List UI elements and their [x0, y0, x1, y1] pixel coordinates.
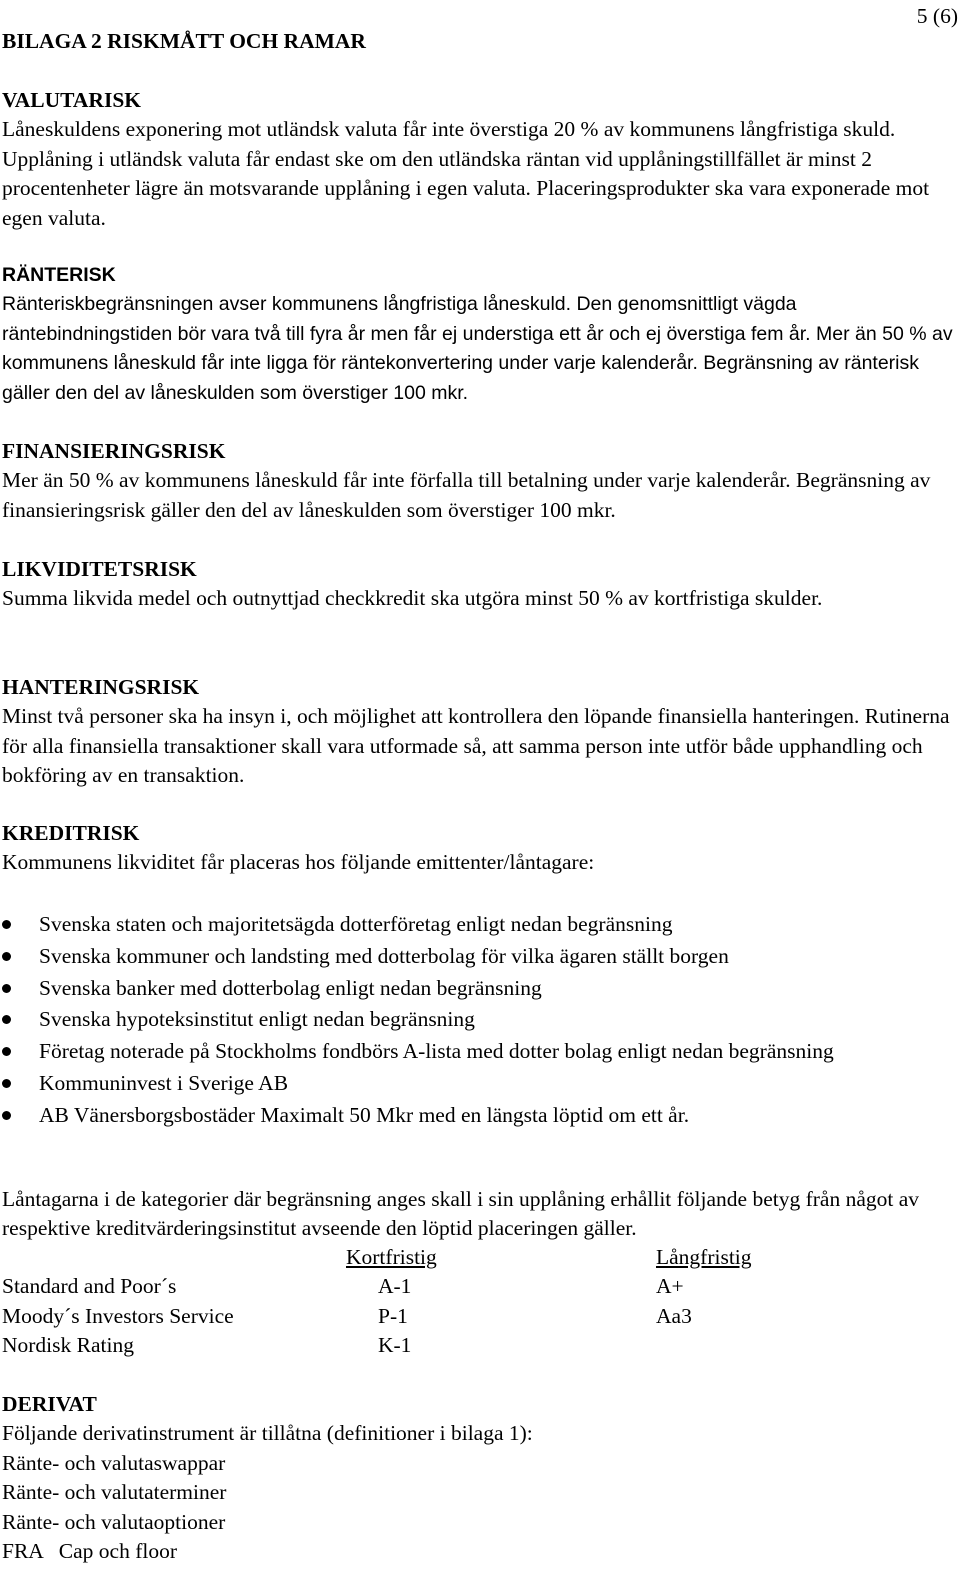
list-item: [0, 910, 900, 939]
rating-requirement: [2, 1185, 956, 1244]
institute-name: Moody´s Investors Service: [2, 1303, 234, 1328]
list-item-text: Svenska staten och majoritetsägda dotterföretag enligt nedan begränsning: [39, 912, 673, 936]
section-kreditrisk: [2, 819, 956, 878]
rating-table: [2, 1243, 902, 1361]
bullet-icon: [2, 920, 11, 929]
section-heading: LIKVIDITETSRISK: [2, 557, 197, 581]
section-valutarisk: [2, 86, 956, 233]
column-header-short: Kortfristig: [346, 1245, 437, 1269]
list-item-text: Svenska kommuner och landsting med dotterbolag för vilka ägaren ställt borgen: [39, 943, 729, 968]
column-header-long: Långfristig: [656, 1245, 752, 1269]
table-row: [2, 1272, 902, 1301]
rating-table-header: [2, 1243, 902, 1272]
section-text: Summa likvida medel och outnyttjad checkkredit ska utgöra minst 50 % av kortfristiga skulder.: [2, 586, 823, 611]
long-rating: A+: [656, 1274, 684, 1299]
page-number: 5 (6): [916, 4, 958, 28]
section-hanteringsrisk: [2, 673, 956, 791]
long-rating: Aa3: [656, 1303, 692, 1328]
section-finansieringsrisk: [2, 437, 956, 525]
short-rating: K-1: [378, 1333, 412, 1358]
derivative-item: FRA Cap och floor: [2, 1539, 177, 1564]
section-text: Ränteriskbegränsningen avser kommunens långfristiga låneskuld. Den genomsnittligt vägda räntebindningstiden bör vara två till fyra år men får ej understiga ett år och ej överstiga fem år. Mer än 50 % av kommunens låneskuld får inte ligga för räntekonvertering under varje kalenderår. Begränsning av ränterisk gäller den del av låneskulden som överstiger 100 mkr.: [2, 293, 953, 404]
section-intro: Följande derivatinstrument är tillåtna (definitioner i bilaga 1):: [2, 1421, 533, 1446]
list-item: [0, 1037, 869, 1066]
list-item-text: Svenska banker med dotterbolag enligt nedan begränsning: [39, 975, 542, 1000]
short-rating: P-1: [378, 1303, 408, 1328]
list-item-text: AB Vänersborgsbostäder Maximalt 50 Mkr med en längsta löptid om ett år.: [39, 1102, 690, 1127]
list-item-text: Företag noterade på Stockholms fondbörs A-lista med dotter bolag enligt nedan begränsning: [39, 1039, 834, 1064]
list-item-text: Kommuninvest i Sverige AB: [39, 1070, 289, 1095]
section-intro: Kommunens likviditet får placeras hos följande emittenter/låntagare:: [2, 850, 595, 875]
section-heading: DERIVAT: [2, 1392, 97, 1416]
bullet-icon: [2, 984, 11, 993]
bullet-icon: [2, 1047, 11, 1056]
section-heading: KREDITRISK: [2, 821, 140, 845]
list-item: [0, 1069, 900, 1098]
table-row: [2, 1302, 902, 1331]
derivative-item: Ränte- och valutaswappar: [2, 1450, 226, 1475]
section-text: Mer än 50 % av kommunens låneskuld får inte förfalla till betalning under varje kalenderår. Begränsning av finansieringsrisk gäller den del av låneskulden som överstiger 100 mkr.: [2, 468, 931, 522]
section-text: Minst två personer ska ha insyn i, och möjlighet att kontrollera den löpande finansiella hanteringen. Rutinerna för alla finansiella transaktioner skall vara utformade så, att samma person inte utför både upphandling och bokföring av en transaktion.: [2, 704, 950, 788]
document-title: BILAGA 2 RISKMÅTT OCH RAMAR: [2, 29, 366, 53]
bullet-icon: [2, 1015, 11, 1024]
section-ranterisk: [2, 261, 956, 408]
list-item-text: Svenska hypoteksinstitut enligt nedan begränsning: [39, 1007, 475, 1032]
rating-text: Låntagarna i de kategorier där begränsning anges skall i sin upplåning erhållit följande betyg från något av respektive kreditvärderingsinstitut avseende den löptid placeringen gäller.: [2, 1187, 920, 1241]
bullet-icon: [2, 1111, 11, 1120]
section-heading: RÄNTERISK: [2, 264, 116, 286]
list-item: [0, 942, 900, 971]
institute-name: Nordisk Rating: [2, 1333, 134, 1358]
bullet-icon: [2, 952, 11, 961]
issuer-list: [0, 910, 900, 1133]
derivative-item: Ränte- och valutaoptioner: [2, 1509, 226, 1534]
bullet-icon: [2, 1079, 11, 1088]
short-rating: A-1: [378, 1274, 412, 1299]
table-row: [2, 1331, 902, 1360]
institute-name: Standard and Poor´s: [2, 1274, 177, 1299]
section-derivat: [2, 1390, 956, 1566]
section-heading: VALUTARISK: [2, 88, 141, 112]
list-item: [0, 1005, 900, 1034]
section-heading: FINANSIERINGSRISK: [2, 439, 226, 463]
list-item: [0, 1101, 900, 1130]
section-likviditetsrisk: [2, 555, 956, 614]
section-text: Låneskuldens exponering mot utländsk valuta får inte överstiga 20 % av kommunens långfristiga skuld. Upplåning i utländsk valuta får endast ske om den utländska räntan vid upplåningstillfället är minst 2 procentenheter lägre än motsvarande upplåning i egen valuta. Placeringsprodukter ska vara exponerade mot egen valuta.: [2, 117, 930, 230]
list-item: [0, 974, 900, 1003]
derivative-item: Ränte- och valutaterminer: [2, 1480, 227, 1505]
section-heading: HANTERINGSRISK: [2, 675, 200, 699]
